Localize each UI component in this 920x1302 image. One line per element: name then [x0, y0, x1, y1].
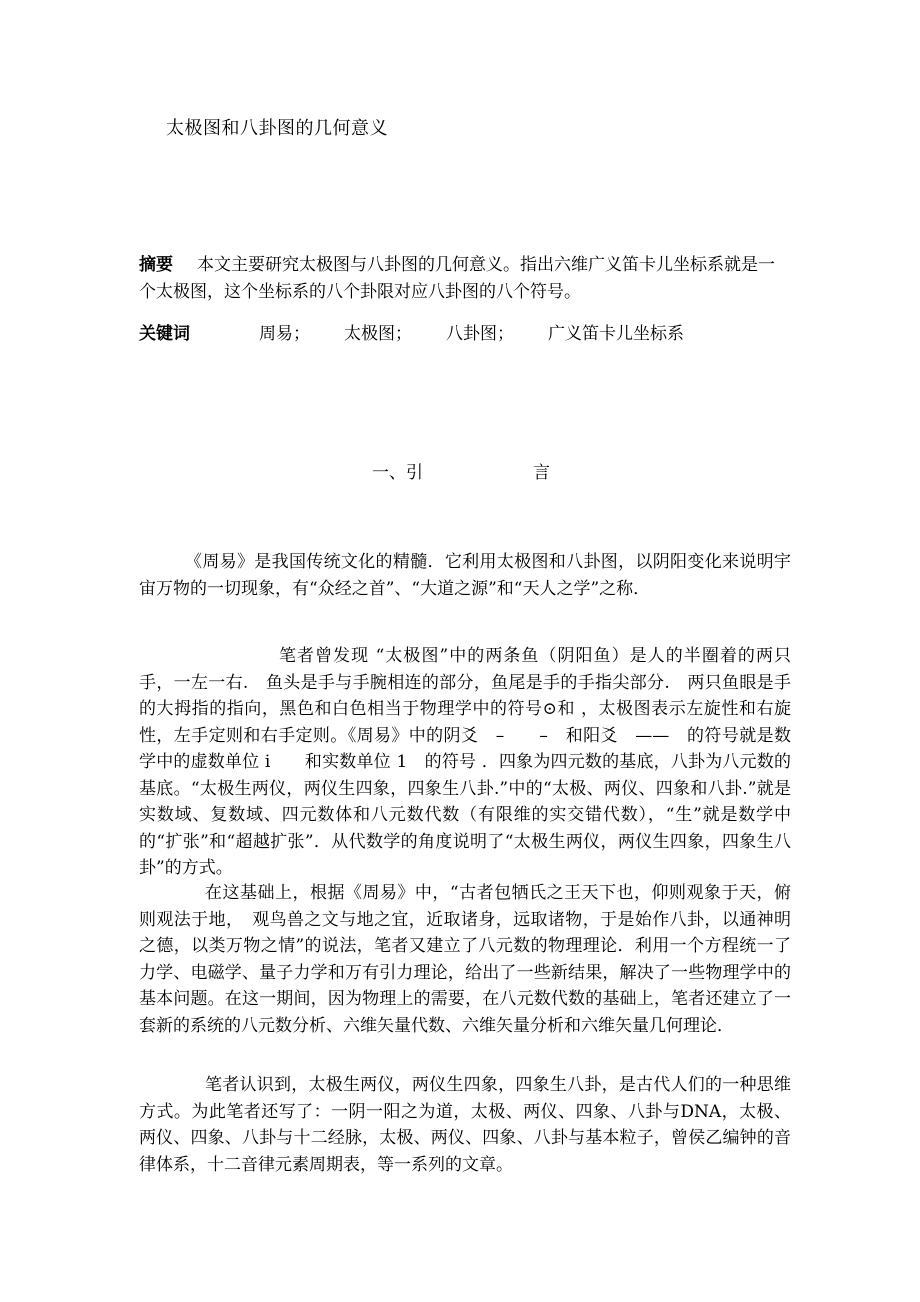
- keyword-item: 周易；: [259, 324, 310, 344]
- section-heading-end: 言: [533, 463, 550, 483]
- body-paragraph-1: 《周易》是我国传统文化的精髓．它利用太极图和八卦图，以阴阳变化来说明宇宙万物的一切现象，有“众经之首”、“大道之源”和“天人之学”之称．: [139, 552, 791, 599]
- body-paragraph-4: 笔者认识到，太极生两仪，两仪生四象，四象生八卦，是古代人们的一种思维方式。为此笔者还写了：一阴一阳之为道，太极、两仪、四象、八卦与DNA，太极、两仪、四象、八卦与十二经脉，太极、两仪、四象、八卦与基本粒子，曾侯乙编钟的音律体系，十二音律元素周期表，等一系列的文章。: [139, 1075, 791, 1175]
- abstract-section: [139, 252, 789, 306]
- section-heading-start: 一、引: [372, 463, 423, 483]
- keyword-item: 太极图；: [344, 324, 412, 344]
- section-heading: [372, 458, 550, 483]
- abstract-text: 本文主要研究太极图与八卦图的几何意义。指出六维广义笛卡儿坐标系就是一个太极图，这个坐标系的八个卦限对应八卦图的八个符号。: [139, 255, 775, 302]
- document-title: 太极图和八卦图的几何意义: [166, 118, 388, 139]
- keywords-label: 关键词: [139, 324, 190, 344]
- body-paragraph-2: 笔者曾发现 “太极图”中的两条鱼（阴阳鱼）是人的半圈着的两只手，一左一右. 鱼头是手与手腕相连的部分，鱼尾是手的手指尖部分. 两只鱼眼是手的大拇指的指向，黑色和白色相当于物理学中的符号⊙和 ，太极图表示左旋性和右旋性，左手定则和右手定则。《周易》中的阴爻 – – 和阳爻 —— 的符号就是数学中的虚数单位 i 和实数单位 1 的符号 ．四象为四元数的基底，八卦为八元数的基底。“太极生两仪，两仪生四象，四象生八卦.”中的“太极、两仪、四象和八卦.”就是实数域、复数域、四元数体和八元数代数（有限维的实交错代数），“生”就是数学中的“扩张”和“超越扩张”．从代数学的角度说明了“太极生两仪，两仪生四象，四象生八卦”的方式。: [139, 646, 791, 878]
- keyword-item: 广义笛卡儿坐标系: [548, 324, 684, 344]
- body-paragraph-3: 在这基础上，根据《周易》中，“古者包牺氏之王天下也，仰则观象于天，俯则观法于地， 观鸟兽之文与地之宜，近取诸身，远取诸物，于是始作八卦，以通神明之德，以类万物之情”的说法，笔者又建立了八元数的物理理论．利用一个方程统一了力学、电磁学、量子力学和万有引力理论，给出了一些新结果，解决了一些物理学中的基本问题。在这一期间，因为物理上的需要，在八元数代数的基础上，笔者还建立了一套新的系统的八元数分析、六维矢量代数、六维矢量分析和六维矢量几何理论．: [139, 883, 791, 1036]
- keyword-item: 八卦图；: [446, 324, 514, 344]
- abstract-label: 摘要: [139, 255, 173, 275]
- keywords-section: [139, 321, 718, 348]
